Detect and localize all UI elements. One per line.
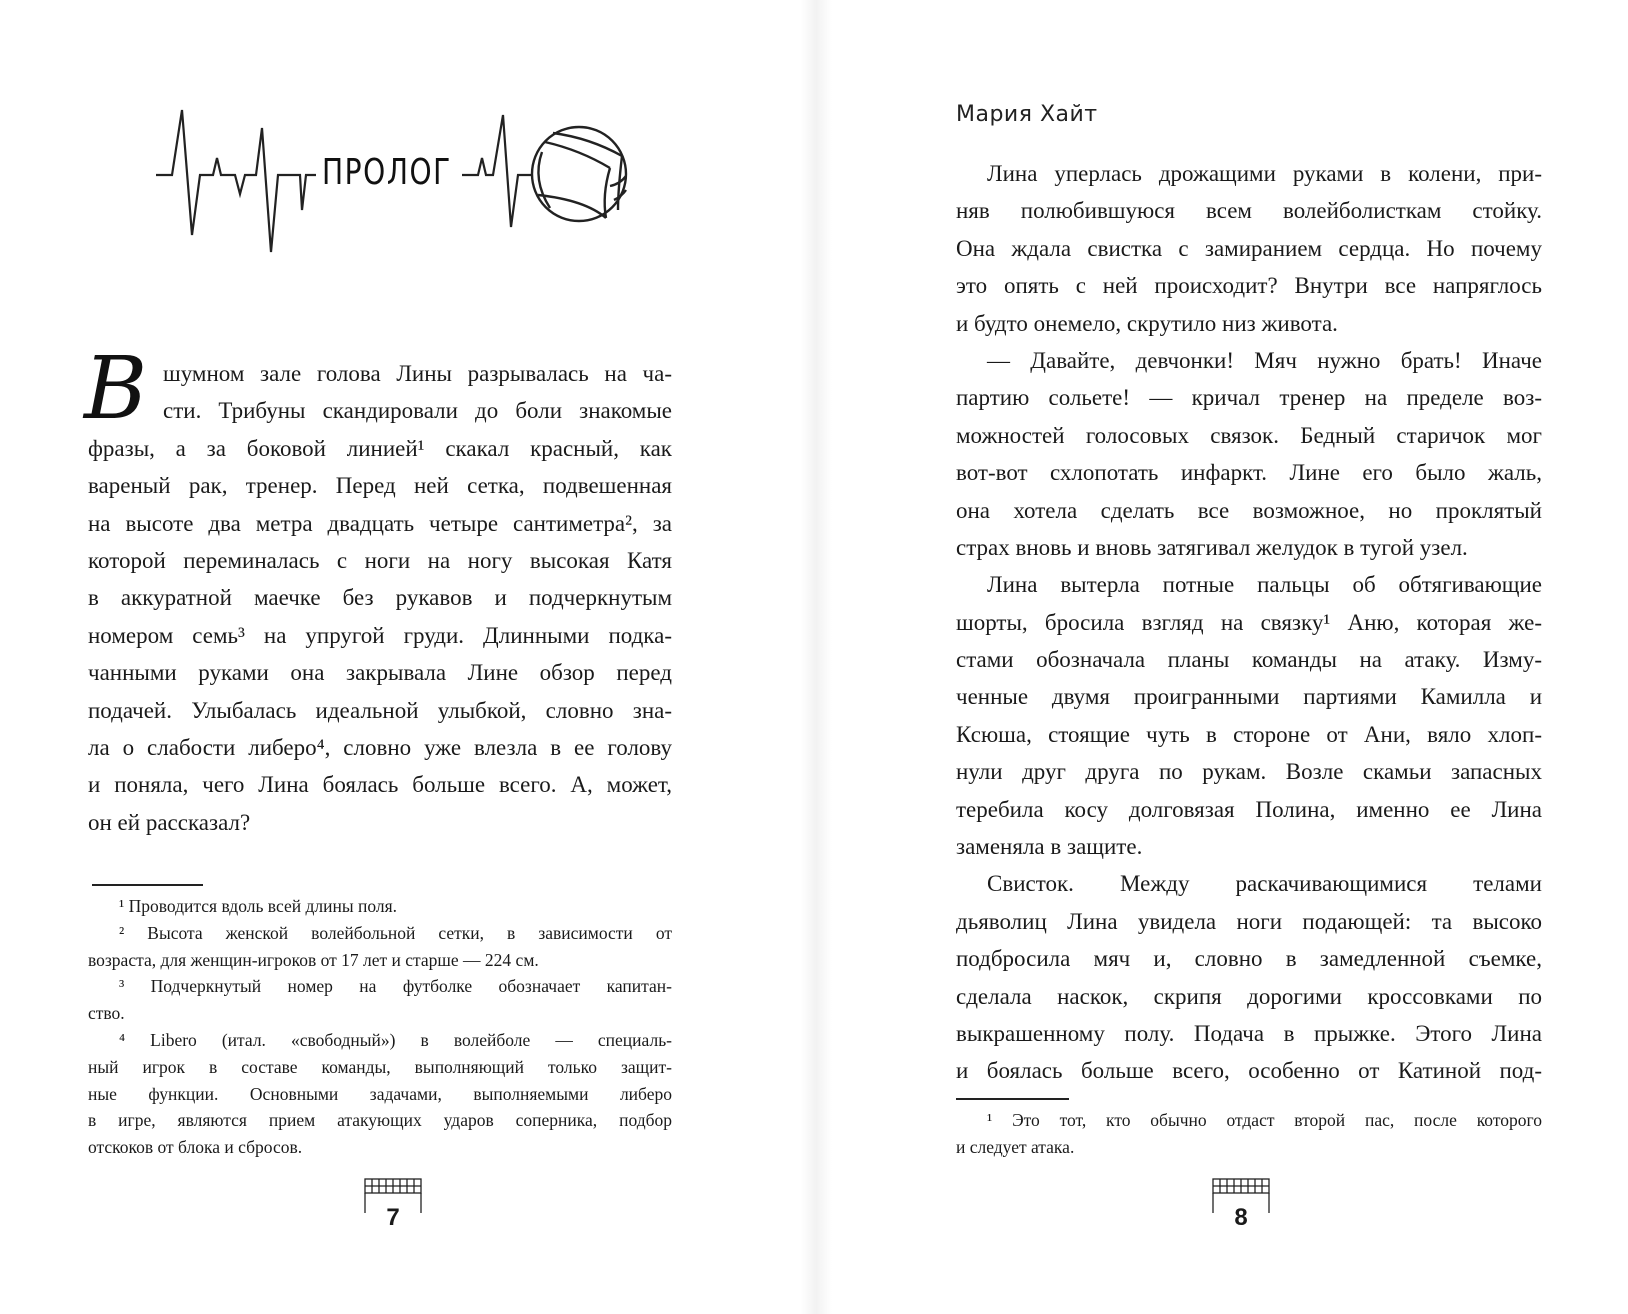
footnote-line: ³ Подчеркнутый номер на футболке обозначает капитан- bbox=[119, 976, 672, 997]
text-line: дьяволиц Лина увидела ноги подающей: та высоко bbox=[956, 908, 1542, 934]
drop-cap: В bbox=[84, 339, 148, 439]
text-line: подбросила мяч и, словно в замедленной съемке, bbox=[956, 946, 1542, 972]
text-line: она хотела сделать все возможное, но проклятый bbox=[956, 497, 1542, 523]
volleyball-icon bbox=[532, 127, 626, 221]
footnote-line: ⁴ Libero (итал. «свободный») в волейболе — специаль- bbox=[119, 1029, 672, 1050]
heartbeat-line-left bbox=[156, 110, 316, 252]
text-line: и боялась больше всего, особенно от Катиной под- bbox=[956, 1058, 1542, 1084]
footnote bbox=[88, 893, 672, 920]
footnote-line: ¹ Проводится вдоль всей длины поля. bbox=[119, 896, 398, 916]
text-line: вот-вот схлопотать инфаркт. Лине его было жаль, bbox=[956, 460, 1542, 486]
left-footnotes bbox=[88, 893, 672, 1161]
text-line: чанными руками она закрывала Лине обзор перед bbox=[88, 660, 672, 686]
text-line: и поняла, чего Лина боялась больше всего. А, может, bbox=[88, 772, 672, 798]
text-line: ла о слабости либеро⁴, словно уже влезла в ее голову bbox=[88, 734, 672, 760]
text-line: няв полюбившуюся всем волейболисткам стойку. bbox=[956, 198, 1542, 224]
footnote bbox=[956, 1107, 1542, 1161]
text-line: которой переминалась с ноги на ногу высокая Катя bbox=[88, 547, 672, 573]
text-line: страх вновь и вновь затягивал желудок в тугой узел. bbox=[956, 534, 1468, 560]
text-line: выкрашенному полу. Подача в прыжке. Этого Лина bbox=[956, 1020, 1542, 1046]
text-line: теребила косу долговязая Полина, именно ее Лина bbox=[956, 796, 1542, 822]
right-body-text bbox=[956, 155, 1542, 1090]
text-line: — Давайте, девчонки! Мяч нужно брать! Иначе bbox=[987, 347, 1542, 373]
paragraph bbox=[956, 566, 1542, 865]
footnote bbox=[88, 1027, 672, 1161]
text-line: сделала наскок, скрипя дорогими кроссовками по bbox=[956, 983, 1542, 1009]
footnote-line: в игре, являются прием атакующих ударов соперника, подбор bbox=[88, 1110, 672, 1131]
right-footnotes bbox=[956, 1107, 1542, 1161]
text-line: на высоте два метра двадцать четыре сантиметра², за bbox=[88, 510, 672, 536]
text-line: и будто онемело, скрутило низ живота. bbox=[956, 310, 1338, 336]
book-spine bbox=[800, 0, 832, 1314]
paragraph bbox=[956, 342, 1542, 566]
footnote-rule bbox=[956, 1098, 1069, 1100]
text-line: подачей. Улыбалась идеальной улыбкой, словно зна- bbox=[88, 697, 672, 723]
text-line: Она ждала свистка с замиранием сердца. Но почему bbox=[956, 235, 1542, 261]
text-line: заменяла в защите. bbox=[956, 834, 1143, 860]
paragraph bbox=[88, 355, 672, 841]
text-line: ченные двумя проигранными партиями Камилла и bbox=[956, 684, 1542, 710]
running-head-author: Мария Хайт bbox=[956, 102, 1098, 127]
text-line: шорты, бросила взгляд на связку¹ Аню, которая же- bbox=[956, 609, 1542, 635]
text-line: шумном зале голова Лины разрывалась на ча- bbox=[163, 361, 672, 386]
footnote-line: ные функции. Основными задачами, выполняемыми либеро bbox=[88, 1083, 672, 1104]
text-line: Свисток. Между раскачивающимися телами bbox=[987, 871, 1542, 897]
text-line: Ксюша, стоящие чуть в стороне от Ани, вяло хлоп- bbox=[956, 721, 1542, 747]
footnote-line: ² Высота женской волейбольной сетки, в зависимости от bbox=[119, 922, 672, 943]
chapter-heading: ПРОЛОГ bbox=[322, 152, 452, 193]
page-number: 8 bbox=[1234, 1204, 1248, 1231]
text-line: Лина уперлась дрожащими руками в колени, при- bbox=[987, 161, 1542, 186]
paragraph bbox=[956, 865, 1542, 1089]
footnote-line: ный игрок в составе команды, выполняющий только защит- bbox=[88, 1056, 672, 1077]
footnote-line: ¹ Это тот, кто обычно отдаст второй пас, после которого bbox=[987, 1110, 1542, 1130]
text-line: партию сольете! — кричал тренер на пределе воз- bbox=[956, 385, 1542, 411]
footnote-line: отскоков от блока и сбросов. bbox=[88, 1137, 303, 1158]
text-line: стами обозначала планы команды на атаку. Изму- bbox=[956, 647, 1542, 673]
footnote bbox=[88, 920, 672, 974]
footnote bbox=[88, 973, 672, 1027]
footnote-line: и следует атака. bbox=[956, 1136, 1075, 1157]
heartbeat-line-right bbox=[462, 115, 532, 227]
text-line: фразы, а за боковой линией¹ скакал красный, как bbox=[88, 435, 672, 461]
text-line: в аккуратной маечке без рукавов и подчеркнутым bbox=[88, 585, 672, 611]
text-line: это опять с ней происходит? Внутри все напряглось bbox=[956, 273, 1542, 299]
text-line: он ей рассказал? bbox=[88, 809, 251, 835]
footnote-line: возраста, для женщин-игроков от 17 лет и старше — 224 см. bbox=[88, 949, 539, 970]
text-line: вареный рак, тренер. Перед ней сетка, подвешенная bbox=[88, 473, 672, 499]
footnote-line: ство. bbox=[88, 1003, 125, 1024]
footnote-rule bbox=[92, 884, 203, 886]
page-number: 7 bbox=[386, 1204, 400, 1231]
text-line: Лина вытерла потные пальцы об обтягивающие bbox=[987, 572, 1542, 598]
left-body-text bbox=[88, 355, 672, 841]
paragraph bbox=[956, 155, 1542, 342]
text-line: нули друг друга по рукам. Возле скамьи запасных bbox=[956, 759, 1542, 785]
text-line: можностей голосовых связок. Бедный старичок мог bbox=[956, 422, 1542, 448]
text-line: номером семь³ на упругой груди. Длинными подка- bbox=[88, 622, 672, 648]
text-line: сти. Трибуны скандировали до боли знакомые bbox=[163, 398, 672, 424]
